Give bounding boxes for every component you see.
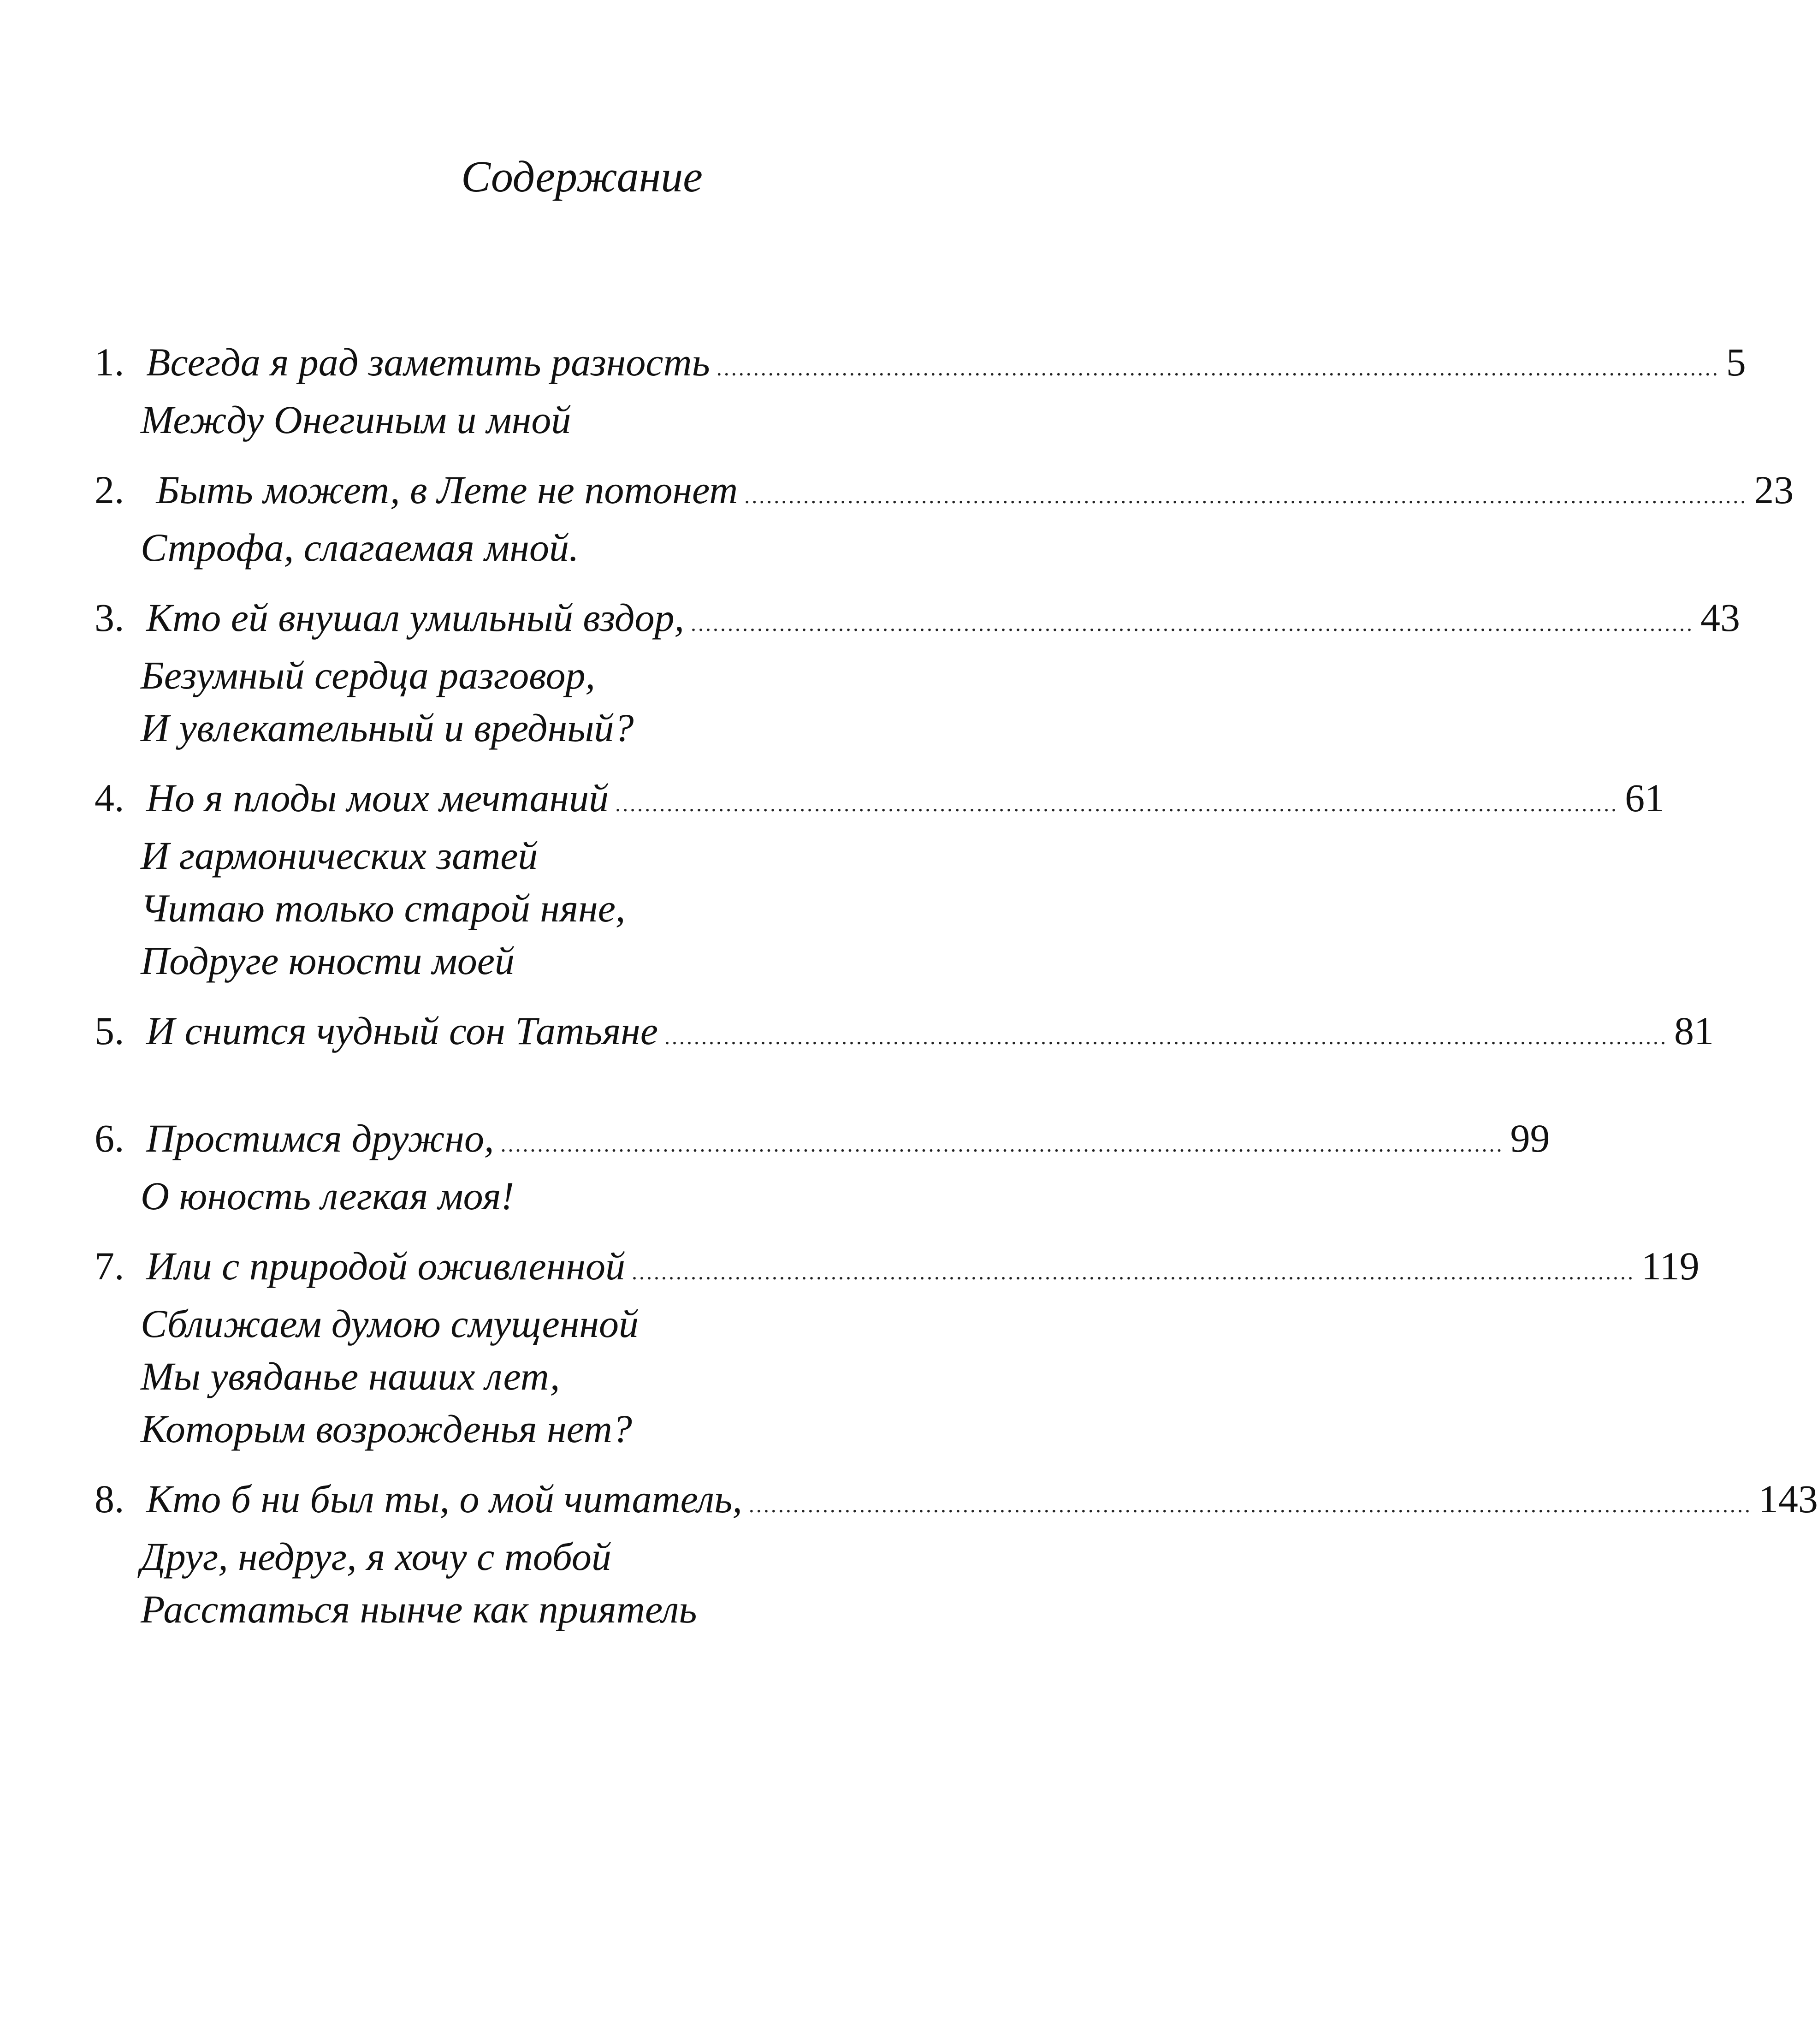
- entry-number: 3.: [95, 595, 124, 640]
- dot-leader: ........................................................................................................................................: [615, 792, 1619, 816]
- entry-page-number: 61: [1625, 776, 1665, 820]
- toc-entry-8[interactable]: [95, 1476, 1818, 1635]
- entry-number: 4.: [95, 776, 124, 820]
- toc-entry-5[interactable]: [95, 1008, 1714, 1062]
- entry-title: И снится чудный сон Татьяне: [146, 1009, 658, 1053]
- toc-list: [95, 339, 1818, 1635]
- toc-entry-1[interactable]: [95, 339, 1746, 446]
- entry-page-number: 119: [1641, 1244, 1700, 1288]
- entry-title: Быть может, в Лете не потонет: [146, 468, 738, 512]
- entry-page-number: 43: [1700, 595, 1741, 640]
- entry-title: Но я плоды моих мечтаний: [146, 776, 609, 820]
- entry-title: Всегда я рад заметить разность: [146, 340, 710, 384]
- entry-title: Простимся дружно,: [146, 1116, 494, 1160]
- toc-entry-3[interactable]: [95, 594, 1741, 754]
- entry-line: Безумный сердца разговор,: [141, 653, 595, 697]
- entry-number: 8.: [95, 1477, 124, 1521]
- entry-line: И увлекательный и вредный?: [141, 706, 634, 750]
- dot-leader: ........................................................................................................................................: [664, 1025, 1668, 1049]
- entry-line: Мы увяданье наших лет,: [141, 1354, 560, 1398]
- dot-leader: ........................................................................................................................................: [744, 484, 1748, 508]
- entry-line: Между Онегиным и мной: [141, 398, 571, 442]
- dot-leader: ........................................................................................................................................: [716, 356, 1720, 380]
- entry-number: 5.: [95, 1009, 124, 1053]
- entry-page-number: 23: [1754, 468, 1794, 512]
- entry-page-number: 5: [1726, 340, 1746, 384]
- dot-leader: ........................................................................................................................................: [691, 612, 1694, 636]
- toc-entry-7[interactable]: [95, 1243, 1700, 1455]
- dot-leader: ........................................................................................................................................: [500, 1132, 1504, 1157]
- entry-page-number: 143: [1758, 1477, 1818, 1521]
- entry-number: 1.: [95, 340, 124, 384]
- entry-line: Строфа, слагаемая мной.: [141, 525, 579, 570]
- toc-entry-6[interactable]: [95, 1115, 1550, 1222]
- entry-line: О юность легкая моя!: [141, 1174, 515, 1218]
- entry-line: Которым возрожденья нет?: [141, 1407, 632, 1451]
- entry-number: 7.: [95, 1244, 124, 1288]
- entry-line: Сближаем думою смущенной: [141, 1301, 639, 1346]
- page-title: Содержание: [461, 152, 703, 201]
- dot-leader: ........................................................................................................................................: [631, 1260, 1635, 1284]
- entry-title: Или с природой оживленной: [146, 1244, 625, 1288]
- entry-page-number: 99: [1510, 1116, 1550, 1160]
- entry-title: Кто ей внушал умильный вздор,: [146, 595, 685, 640]
- entry-page-number: 81: [1674, 1009, 1714, 1053]
- entry-line: И гармонических затей: [141, 833, 538, 878]
- entry-line: Расстаться нынче как приятель: [141, 1587, 697, 1631]
- toc-entry-4[interactable]: [95, 775, 1665, 987]
- dot-leader: ........................................................................................................................................: [748, 1493, 1752, 1517]
- toc-entry-2[interactable]: [95, 467, 1794, 574]
- entry-line: Подруге юности моей: [141, 939, 515, 983]
- entry-number: 6.: [95, 1116, 124, 1160]
- entry-line: Читаю только старой няне,: [141, 886, 626, 930]
- entry-line: Друг, недруг, я хочу с тобой: [141, 1534, 611, 1579]
- entry-title: Кто б ни был ты, о мой читатель,: [146, 1477, 742, 1521]
- entry-number: 2.: [95, 468, 124, 512]
